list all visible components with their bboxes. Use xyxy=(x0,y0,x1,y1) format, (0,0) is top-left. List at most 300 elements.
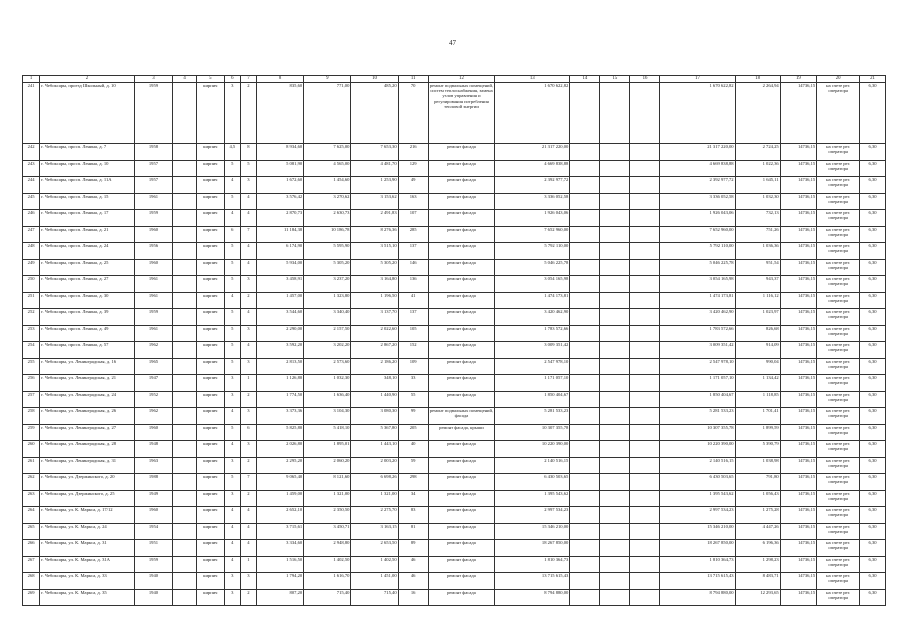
table-cell: 1962 xyxy=(134,408,173,425)
table-cell: 5 825,80 xyxy=(256,424,303,441)
table-cell: 146 xyxy=(398,259,428,276)
table-cell: на счете рег. оператора xyxy=(817,490,860,507)
table-cell xyxy=(600,259,630,276)
table-cell xyxy=(600,210,630,227)
table-cell: 6,30 xyxy=(860,83,886,144)
table-cell xyxy=(600,226,630,243)
table-row xyxy=(23,375,886,392)
table-cell: 2 573,60 xyxy=(304,358,351,375)
table-cell: 2 867,20 xyxy=(351,342,398,359)
table-cell: 264 xyxy=(23,507,40,524)
table-cell: 5 934,00 xyxy=(256,259,303,276)
table-cell: на счете рег. оператора xyxy=(817,259,860,276)
table-cell: 14736,15 xyxy=(780,144,816,161)
table-cell: 33 xyxy=(398,375,428,392)
table-cell: 6,30 xyxy=(860,193,886,210)
table-cell: ремонт фасада xyxy=(428,589,495,606)
table-cell: 6,30 xyxy=(860,325,886,342)
table-cell: кирпич xyxy=(196,325,224,342)
table-cell: ремонт фасада xyxy=(428,573,495,590)
table-cell: 2 392 977,72 xyxy=(660,177,735,194)
table-cell: 5 xyxy=(224,259,240,276)
table-cell: 3 009 351,42 xyxy=(660,342,735,359)
table-cell: 3 336 052,58 xyxy=(660,193,735,210)
table-cell: 3 592,20 xyxy=(256,342,303,359)
table-cell xyxy=(630,259,660,276)
table-cell: 1947 xyxy=(134,375,173,392)
table-cell: 10 220 390,00 xyxy=(660,441,735,458)
table-cell: 1 321,00 xyxy=(304,490,351,507)
table-cell: 3 163,15 xyxy=(351,523,398,540)
table-cell xyxy=(570,408,600,425)
table-cell: 256 xyxy=(23,375,40,392)
table-cell: 248 xyxy=(23,243,40,260)
table-cell: 14736,15 xyxy=(780,210,816,227)
table-cell: 152 xyxy=(398,342,428,359)
table-cell: 14736,15 xyxy=(780,391,816,408)
table-cell: ремонт фасада xyxy=(428,325,495,342)
column-number: 4 xyxy=(173,76,197,83)
table-row xyxy=(23,160,886,177)
table-cell: 6,30 xyxy=(860,358,886,375)
table-cell: 5 xyxy=(224,342,240,359)
table-row xyxy=(23,507,886,524)
table-cell xyxy=(600,457,630,474)
table-cell: 715,40 xyxy=(351,589,398,606)
table-cell: 14736,15 xyxy=(780,309,816,326)
table-cell: 951,54 xyxy=(735,259,780,276)
column-number: 5 xyxy=(196,76,224,83)
table-cell: 1959 xyxy=(134,556,173,573)
table-cell: 15 346 210,00 xyxy=(660,523,735,540)
table-cell: ремонт фасада xyxy=(428,474,495,491)
table-cell: ремонт фасада xyxy=(428,177,495,194)
table-cell: 6,30 xyxy=(860,573,886,590)
table-cell xyxy=(570,276,600,293)
table-cell: 3 080,30 xyxy=(351,408,398,425)
table-cell: кирпич xyxy=(196,83,224,144)
table-cell xyxy=(570,490,600,507)
table-cell: кирпич xyxy=(196,226,224,243)
table-cell xyxy=(600,83,630,144)
table-cell xyxy=(173,375,197,392)
table-row xyxy=(23,490,886,507)
table-cell: 1 402,50 xyxy=(351,556,398,573)
table-cell: 2 290,00 xyxy=(256,325,303,342)
table-cell xyxy=(570,540,600,557)
table-cell: 15 346 210,00 xyxy=(495,523,570,540)
table-cell: 4 xyxy=(240,193,256,210)
table-cell: 3 xyxy=(240,325,256,342)
table-cell: 1 118,85 xyxy=(735,391,780,408)
table-cell xyxy=(600,424,630,441)
table-cell: на счете рег. оператора xyxy=(817,193,860,210)
table-cell: 1 395 543,62 xyxy=(660,490,735,507)
table-cell: 5 xyxy=(240,160,256,177)
table-cell: 83 xyxy=(398,507,428,524)
table-cell: 1959 xyxy=(134,83,173,144)
table-cell: 3 xyxy=(240,358,256,375)
table-cell: 1 038,98 xyxy=(735,457,780,474)
table-cell xyxy=(570,83,600,144)
table-cell: 4 xyxy=(240,259,256,276)
table-cell: на счете рег. оператора xyxy=(817,523,860,540)
table-cell: кирпич xyxy=(196,342,224,359)
table-cell: на счете рег. оператора xyxy=(817,309,860,326)
table-cell xyxy=(570,309,600,326)
table-cell xyxy=(173,259,197,276)
table-cell: 485,20 xyxy=(351,83,398,144)
table-cell: на счете рег. оператора xyxy=(817,391,860,408)
table-cell: г. Чебоксары, ул. К. Маркса, д. 17/12 xyxy=(40,507,134,524)
table-cell: 1 783 572,66 xyxy=(660,325,735,342)
table-cell: 1965 xyxy=(134,358,173,375)
table-cell: 205 xyxy=(398,424,428,441)
table-cell: 5 xyxy=(224,309,240,326)
table-cell: 1940 xyxy=(134,589,173,606)
table-cell: кирпич xyxy=(196,375,224,392)
table-cell: 6,30 xyxy=(860,474,886,491)
table-cell: 6 698,26 xyxy=(351,474,398,491)
table-cell: 4 xyxy=(240,507,256,524)
column-number: 10 xyxy=(351,76,398,83)
table-cell: 4 xyxy=(224,292,240,309)
table-cell: 269 xyxy=(23,589,40,606)
table-cell xyxy=(570,243,600,260)
table-cell: на счете рег. оператора xyxy=(817,243,860,260)
table-cell xyxy=(630,391,660,408)
table-cell: 1 850 404,67 xyxy=(660,391,735,408)
table-cell: 14736,15 xyxy=(780,589,816,606)
table-cell: 2 140 516,15 xyxy=(660,457,735,474)
table-cell: 6,30 xyxy=(860,292,886,309)
table-cell: 1 895,01 xyxy=(304,441,351,458)
table-cell: ремонт фасада, крыши xyxy=(428,424,495,441)
table-cell: 5 595,90 xyxy=(304,243,351,260)
table-cell xyxy=(600,243,630,260)
table-cell: г. Чебоксары, ул. К. Маркса, д. 33 xyxy=(40,573,134,590)
table-cell xyxy=(600,292,630,309)
column-number: 6 xyxy=(224,76,240,83)
table-cell xyxy=(570,375,600,392)
table-cell: 41 xyxy=(398,292,428,309)
table-cell xyxy=(173,358,197,375)
table-cell xyxy=(173,523,197,540)
table-cell: г. Чебоксары, ул. Дзержинского, д. 20 xyxy=(40,474,134,491)
table-cell: 11 184,38 xyxy=(256,226,303,243)
table-cell: 943,37 xyxy=(735,276,780,293)
table-cell: 163 xyxy=(398,193,428,210)
table-cell: 253 xyxy=(23,325,40,342)
table-cell: 3 xyxy=(224,589,240,606)
table-cell xyxy=(570,441,600,458)
table-row xyxy=(23,193,886,210)
column-number-row xyxy=(23,76,886,83)
table-row xyxy=(23,358,886,375)
table-cell xyxy=(630,144,660,161)
table-cell xyxy=(173,573,197,590)
table-cell: 1 645,11 xyxy=(735,177,780,194)
table-cell: 1 474 173,81 xyxy=(495,292,570,309)
table-cell: 1 810 364,73 xyxy=(660,556,735,573)
table-cell xyxy=(173,457,197,474)
table-cell: 10 186,78 xyxy=(304,226,351,243)
table-cell: ремонт фасада xyxy=(428,210,495,227)
table-cell: на счете рег. оператора xyxy=(817,556,860,573)
table-cell: 4,5 xyxy=(224,144,240,161)
table-cell: 732,13 xyxy=(735,210,780,227)
table-cell: 59 xyxy=(398,457,428,474)
table-cell xyxy=(630,556,660,573)
table-cell: 1 701,41 xyxy=(735,408,780,425)
table-cell xyxy=(570,556,600,573)
table-cell: 34 xyxy=(398,490,428,507)
table-cell: 5 xyxy=(224,243,240,260)
table-cell: 2 870,73 xyxy=(256,210,303,227)
table-cell: 1960 xyxy=(134,507,173,524)
table-cell: ремонт фасада xyxy=(428,226,495,243)
table-cell: на счете рег. оператора xyxy=(817,226,860,243)
table-cell: 6,30 xyxy=(860,507,886,524)
column-number: 7 xyxy=(240,76,256,83)
table-cell: 5 xyxy=(224,424,240,441)
table-cell xyxy=(630,408,660,425)
table-cell: 55 xyxy=(398,391,428,408)
table-cell: г. Чебоксары, просп. Ленина, д. 15 xyxy=(40,193,134,210)
table-cell xyxy=(173,144,197,161)
table-cell: 6 430 503,65 xyxy=(660,474,735,491)
table-cell: 18 267 850,00 xyxy=(495,540,570,557)
table-cell: 3 715,61 xyxy=(256,523,303,540)
table-cell: 1 171 057,10 xyxy=(495,375,570,392)
table-cell xyxy=(173,424,197,441)
table-cell: 2 997 534,23 xyxy=(660,507,735,524)
table-cell: 1 253,90 xyxy=(351,177,398,194)
table-cell xyxy=(600,523,630,540)
table-cell xyxy=(570,342,600,359)
table-cell: на счете рег. оператора xyxy=(817,83,860,144)
table-cell xyxy=(570,259,600,276)
table-cell: 4 669 838,88 xyxy=(660,160,735,177)
table-cell: 254 xyxy=(23,342,40,359)
page-number: 47 xyxy=(449,39,456,47)
table-cell: кирпич xyxy=(196,243,224,260)
table-cell: 2 350,50 xyxy=(304,507,351,524)
table-cell: 216 xyxy=(398,144,428,161)
table-cell xyxy=(173,193,197,210)
column-number: 3 xyxy=(134,76,173,83)
table-cell: 3 515,10 xyxy=(351,243,398,260)
table-cell xyxy=(630,342,660,359)
table-cell: 1 440,90 xyxy=(351,391,398,408)
table-cell: 2 xyxy=(240,83,256,144)
table-cell: 1960 xyxy=(134,226,173,243)
table-cell: 9 065,40 xyxy=(256,474,303,491)
table-cell: на счете рег. оператора xyxy=(817,325,860,342)
table-cell: ремонт фасада xyxy=(428,391,495,408)
table-cell: 137 xyxy=(398,243,428,260)
table-cell xyxy=(173,325,197,342)
table-row xyxy=(23,226,886,243)
table-cell: 1 xyxy=(240,556,256,573)
table-cell: 1949 xyxy=(134,490,173,507)
table-cell: г. Чебоксары, ул. К. Маркса, д. 24 xyxy=(40,523,134,540)
table-cell xyxy=(173,474,197,491)
table-cell: 285 xyxy=(398,226,428,243)
table-cell: 4 xyxy=(224,210,240,227)
table-cell: 3 xyxy=(240,441,256,458)
table-cell: 249 xyxy=(23,259,40,276)
table-cell: 4 xyxy=(240,243,256,260)
column-number: 1 xyxy=(23,76,40,83)
table-cell: 2 022,60 xyxy=(351,325,398,342)
table-cell: 2 026,80 xyxy=(256,441,303,458)
table-cell xyxy=(173,507,197,524)
table-cell xyxy=(600,507,630,524)
table-row xyxy=(23,309,886,326)
table-cell xyxy=(600,144,630,161)
table-cell: 266 xyxy=(23,540,40,557)
table-cell: 242 xyxy=(23,144,40,161)
column-number: 12 xyxy=(428,76,495,83)
table-cell: 4 xyxy=(224,507,240,524)
table-cell: кирпич xyxy=(196,573,224,590)
table-cell: 2 392 977,72 xyxy=(495,177,570,194)
table-cell: г. Чебоксары, ул. Ленинградская, д. 27 xyxy=(40,424,134,441)
table-cell: 1 459,00 xyxy=(256,490,303,507)
table-cell: 3 153,62 xyxy=(351,193,398,210)
table-cell xyxy=(600,540,630,557)
table-cell: 3 xyxy=(224,573,240,590)
table-cell: 255 xyxy=(23,358,40,375)
table-cell: 1940 xyxy=(134,573,173,590)
table-cell: 109 xyxy=(398,358,428,375)
table-cell xyxy=(173,226,197,243)
table-cell: 5 792 110,00 xyxy=(660,243,735,260)
table-cell: на счете рег. оператора xyxy=(817,408,860,425)
table-cell: 14736,15 xyxy=(780,490,816,507)
table-cell: кирпич xyxy=(196,276,224,293)
table-cell: 14736,15 xyxy=(780,441,816,458)
table-cell: 7 xyxy=(240,226,256,243)
table-cell: 262 xyxy=(23,474,40,491)
table-cell: 14736,15 xyxy=(780,193,816,210)
table-cell: 1 810 364,73 xyxy=(495,556,570,573)
table-cell: 5 305,20 xyxy=(304,259,351,276)
table-cell: г. Чебоксары, просп. Ленина, д. 39 xyxy=(40,309,134,326)
table-cell: 5 xyxy=(224,358,240,375)
table-cell xyxy=(630,243,660,260)
table-cell: 2 491,83 xyxy=(351,210,398,227)
table-cell: на счете рег. оператора xyxy=(817,160,860,177)
table-cell: г. Чебоксары, ул. Дзержинского, д. 25 xyxy=(40,490,134,507)
table-cell: г. Чебоксары, ул. К. Маркса, д. 31 xyxy=(40,540,134,557)
table-cell: кирпич xyxy=(196,457,224,474)
table-cell: 3 373,36 xyxy=(256,408,303,425)
column-number: 20 xyxy=(817,76,860,83)
table-cell: 5 081,90 xyxy=(256,160,303,177)
table-cell: ремонт фасада xyxy=(428,193,495,210)
table-cell: 14736,15 xyxy=(780,573,816,590)
table-cell: 6 174,90 xyxy=(256,243,303,260)
table-cell: 3 xyxy=(224,490,240,507)
table-cell: кирпич xyxy=(196,589,224,606)
table-cell: кирпич xyxy=(196,358,224,375)
table-row xyxy=(23,325,886,342)
table-cell: 1 454,60 xyxy=(304,177,351,194)
table-row xyxy=(23,276,886,293)
table-cell: 251 xyxy=(23,292,40,309)
table-cell xyxy=(173,292,197,309)
table-cell: 3 202,20 xyxy=(304,342,351,359)
table-cell: 1 457,00 xyxy=(256,292,303,309)
table-cell: г. Чебоксары, просп. Ленина, д. 11А xyxy=(40,177,134,194)
table-cell: 14736,15 xyxy=(780,226,816,243)
table-cell: г. Чебоксары, просп. Ленина, д. 24 xyxy=(40,243,134,260)
table-row xyxy=(23,292,886,309)
table-row xyxy=(23,177,886,194)
table-cell: 18 267 850,00 xyxy=(660,540,735,557)
table-cell: 8 276,36 xyxy=(351,226,398,243)
table-cell: 3 334,60 xyxy=(256,540,303,557)
table-cell: 5 xyxy=(224,276,240,293)
table-cell xyxy=(570,226,600,243)
table-cell: 5 xyxy=(224,474,240,491)
table-cell xyxy=(630,309,660,326)
table-cell: 4 xyxy=(224,540,240,557)
table-cell: 5 367,80 xyxy=(351,424,398,441)
table-row xyxy=(23,391,886,408)
table-cell: кирпич xyxy=(196,160,224,177)
table-cell: 99 xyxy=(398,408,428,425)
table-cell: 1957 xyxy=(134,177,173,194)
table-cell: 1 670 622,82 xyxy=(660,83,735,144)
table-cell xyxy=(630,177,660,194)
table-cell: 245 xyxy=(23,193,40,210)
table-cell: 2 264,94 xyxy=(735,83,780,144)
table-cell xyxy=(173,243,197,260)
table-cell xyxy=(600,309,630,326)
table-cell: 260 xyxy=(23,441,40,458)
table-cell: 8 xyxy=(240,144,256,161)
table-cell xyxy=(630,523,660,540)
table-row xyxy=(23,573,886,590)
table-cell: 241 xyxy=(23,83,40,144)
table-cell xyxy=(570,523,600,540)
table-cell: 4 xyxy=(240,523,256,540)
table-cell xyxy=(630,210,660,227)
table-cell: 2 186,20 xyxy=(351,358,398,375)
table-cell: 1 056,43 xyxy=(735,490,780,507)
table-cell: кирпич xyxy=(196,309,224,326)
table-cell: 12 293,65 xyxy=(735,589,780,606)
table-cell: кирпич xyxy=(196,490,224,507)
table-cell: 6 xyxy=(224,226,240,243)
table-cell: 6,30 xyxy=(860,210,886,227)
table-cell: 14736,15 xyxy=(780,259,816,276)
table-cell: 6,30 xyxy=(860,259,886,276)
table-cell: 1961 xyxy=(134,325,173,342)
table-cell: 14736,15 xyxy=(780,243,816,260)
table-cell: 6,30 xyxy=(860,144,886,161)
table-cell: 6 430 503,65 xyxy=(495,474,570,491)
table-cell: 3 420 462,90 xyxy=(495,309,570,326)
table-cell: 6,30 xyxy=(860,309,886,326)
table-cell: 129 xyxy=(398,160,428,177)
table-cell: ремонт фасада xyxy=(428,556,495,573)
table-cell xyxy=(570,325,600,342)
table-row xyxy=(23,457,886,474)
